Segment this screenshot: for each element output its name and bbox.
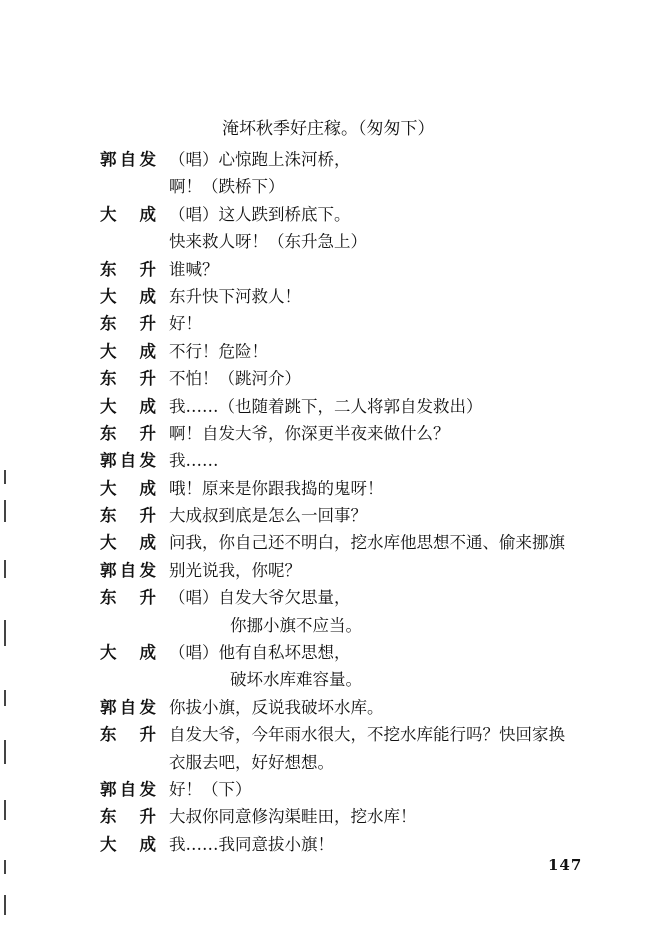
edge-mark (4, 860, 6, 874)
dialogue-row (0, 341, 655, 368)
dialogue-row (0, 396, 655, 423)
script-dialogue (0, 149, 655, 861)
dialogue-row (0, 724, 655, 751)
edge-mark (4, 690, 6, 706)
dialogue-text: 问我，你自己还不明白，挖水库他思想不通、偷来挪旗 (169, 533, 565, 553)
edge-mark (4, 620, 6, 646)
dialogue-row (0, 642, 655, 669)
speaker-name: 郭自发 (100, 779, 156, 799)
dialogue-text: （唱）他有自私坏思想， (169, 643, 351, 663)
dialogue-row (0, 231, 655, 258)
dialogue-text: 你挪小旗不应当。 (230, 615, 362, 635)
dialogue-text: （唱）自发大爷欠思量， (169, 588, 351, 608)
speaker-name: 大成 (100, 533, 156, 553)
dialogue-text: 啊！自发大爷，你深更半夜来做什么？ (169, 423, 450, 443)
speaker-name: 大成 (100, 643, 156, 663)
dialogue-text: 哦！原来是你跟我捣的鬼呀！ (169, 478, 384, 498)
speaker-name: 东升 (100, 588, 156, 608)
speaker-name: 郭自发 (100, 560, 156, 580)
speaker-name: 东升 (100, 314, 156, 334)
dialogue-row (0, 368, 655, 395)
edge-mark (4, 470, 6, 484)
dialogue-text: （唱）这人跌到桥底下。 (169, 204, 351, 224)
speaker-name: 大成 (100, 341, 156, 361)
speaker-name: 大成 (100, 478, 156, 498)
dialogue-text: 自发大爷，今年雨水很大，不挖水库能行吗？快回家换 (169, 725, 565, 745)
dialogue-row (0, 313, 655, 340)
dialogue-text: 不行！危险！ (169, 341, 268, 361)
dialogue-row (0, 286, 655, 313)
dialogue-text: 谁喊？ (169, 259, 219, 279)
speaker-name: 郭自发 (100, 451, 156, 471)
speaker-name: 东升 (100, 423, 156, 443)
dialogue-text: 不怕！（跳河介） (169, 369, 301, 389)
edge-mark (4, 895, 6, 915)
dialogue-row (0, 478, 655, 505)
dialogue-text: 我……我同意拔小旗！ (169, 834, 334, 854)
speaker-name: 东升 (100, 506, 156, 526)
dialogue-text: 好！ (169, 314, 202, 334)
dialogue-text: 我…… (169, 451, 219, 471)
dialogue-row (0, 752, 655, 779)
dialogue-text: 好！（下） (169, 779, 252, 799)
speaker-name: 大成 (100, 834, 156, 854)
dialogue-text: （唱）心惊跑上洙河桥， (169, 150, 351, 169)
intro-line: 淹坏秋季好庄稼。（匆匆下） (222, 119, 435, 139)
edge-mark (4, 800, 6, 820)
page-number: 147 (548, 856, 583, 874)
speaker-name: 东升 (100, 807, 156, 827)
dialogue-text: 东升快下河救人！ (169, 286, 301, 306)
speaker-name: 郭自发 (100, 150, 156, 169)
dialogue-text: 衣服去吧，好好想想。 (169, 752, 334, 772)
speaker-name: 郭自发 (100, 697, 156, 717)
dialogue-row (0, 532, 655, 559)
speaker-name: 大成 (100, 286, 156, 306)
edge-mark (4, 740, 6, 764)
dialogue-row (0, 204, 655, 231)
speaker-name: 东升 (100, 725, 156, 745)
speaker-name: 大成 (100, 204, 156, 224)
dialogue-row (0, 450, 655, 477)
dialogue-row (0, 669, 655, 696)
dialogue-row (0, 697, 655, 724)
dialogue-row (0, 423, 655, 450)
dialogue-row (0, 560, 655, 587)
dialogue-row (0, 779, 655, 806)
dialogue-row (0, 505, 655, 532)
speaker-name: 东升 (100, 369, 156, 389)
dialogue-row (0, 149, 655, 176)
dialogue-text: 大成叔到底是怎么一回事？ (169, 506, 367, 526)
dialogue-text: 快来救人呀！（东升急上） (169, 232, 367, 252)
dialogue-text: 大叔你同意修沟渠畦田，挖水库！ (169, 807, 417, 827)
dialogue-text: 我……（也随着跳下，二人将郭自发救出） (169, 396, 483, 416)
dialogue-row (0, 806, 655, 833)
dialogue-row (0, 176, 655, 203)
speaker-name: 大成 (100, 396, 156, 416)
dialogue-row (0, 587, 655, 614)
dialogue-text: 别光说我，你呢？ (169, 560, 301, 580)
dialogue-text: 破坏水库难容量。 (230, 670, 362, 690)
speaker-name: 东升 (100, 259, 156, 279)
dialogue-text: 啊！（跌桥下） (169, 177, 285, 197)
dialogue-row (0, 259, 655, 286)
edge-mark (4, 500, 6, 522)
dialogue-row (0, 615, 655, 642)
edge-mark (4, 560, 6, 578)
dialogue-text: 你拔小旗，反说我破坏水库。 (169, 697, 384, 717)
